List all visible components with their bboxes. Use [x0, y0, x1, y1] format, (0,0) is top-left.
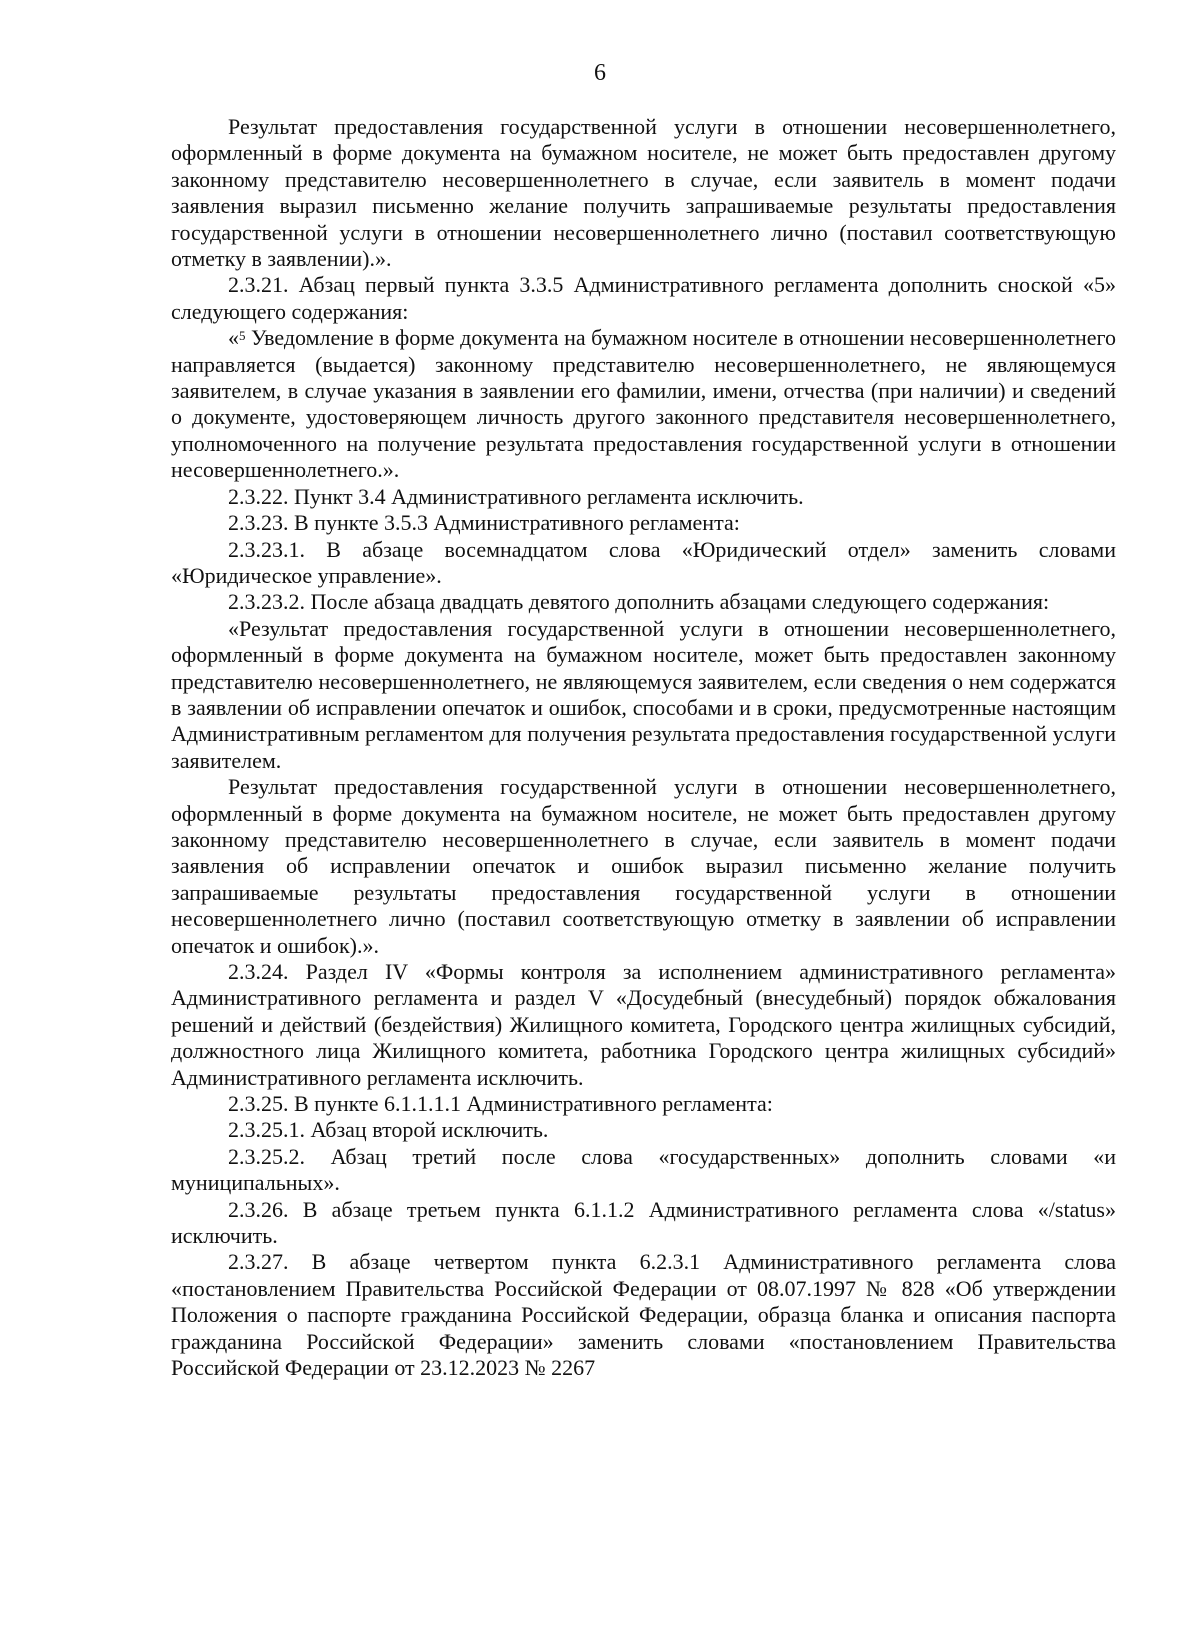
paragraph: 2.3.22. Пункт 3.4 Административного регламента исключить. — [228, 483, 804, 509]
footnote-text: Уведомление в форме документа на бумажном носителе в отношении несовершеннолетнего направляется (выдается) законному представителю несовершеннолетнего, не являющемуся заявителем, в случае указания в заявлении его фамилии, имени, отчества (при наличии) и сведений о документе, удостоверяющем личность другого законного представителя несовершеннолетнего, уполномоченного на получение результата предоставления государственной услуги в отношении несовершеннолетнего.». — [171, 325, 1117, 483]
footnote-paragraph — [171, 325, 1116, 483]
paragraph: 2.3.26. В абзаце третьем пункта 6.1.1.2 Административного регламента слова «/status» исключить. — [171, 1196, 1116, 1249]
page-number: 6 — [594, 60, 606, 86]
footnote-number: 5 — [239, 328, 246, 344]
paragraph: 2.3.23. В пункте 3.5.3 Административного регламента: — [228, 510, 740, 536]
paragraph: Результат предоставления государственной услуги в отношении несовершеннолетнего, оформленный в форме документа на бумажном носителе, не может быть предоставлен другому законному представителю несовершеннолетнего в случае, если заявитель в момент подачи заявления об исправлении опечаток и ошибок выразил письменно желание получить запрашиваемые результаты предоставления государственной услуги в отношении несовершеннолетнего лично (поставил соответствующую отметку в заявлении об исправлении опечаток и ошибок).». — [171, 774, 1116, 958]
paragraph: 2.3.25. В пункте 6.1.1.1.1 Административного регламента: — [228, 1091, 773, 1117]
paragraph: 2.3.27. В абзаце четвертом пункта 6.2.3.1 Административного регламента слова «постановлением Правительства Российской Федерации от 08.07.1997 № 828 «Об утверждении Положения о паспорте гражданина Российской Федерации, образца бланка и описания паспорта гражданина Российской Федерации» заменить словами «постановлением Правительства Российской Федерации от 23.12.2023 № 2267 — [171, 1249, 1116, 1381]
document-body — [171, 114, 1116, 1382]
footnote-open-quote: « — [228, 325, 239, 351]
paragraph: «Результат предоставления государственной услуги в отношении несовершеннолетнего, оформленный в форме документа на бумажном носителе, может быть предоставлен законному представителю несовершеннолетнего, не являющемуся заявителем, если сведения о нем содержатся в заявлении об исправлении опечаток и ошибок, способами и в сроки, предусмотренные настоящим Административным регламентом для получения результата предоставления государственной услуги заявителем. — [171, 615, 1116, 773]
paragraph: 2.3.23.1. В абзаце восемнадцатом слова «Юридический отдел» заменить словами «Юридическое управление». — [171, 536, 1116, 588]
paragraph: Результат предоставления государственной услуги в отношении несовершеннолетнего, оформленный в форме документа на бумажном носителе, не может быть предоставлен другому законному представителю несовершеннолетнего в случае, если заявитель в момент подачи заявления выразил письменно желание получить запрашиваемые результаты предоставления государственной услуги в отношении несовершеннолетнего лично (поставил соответствующую отметку в заявлении).». — [171, 114, 1116, 272]
paragraph: 2.3.25.2. Абзац третий после слова «государственных» дополнить словами «и муниципальных». — [171, 1143, 1116, 1196]
paragraph: 2.3.21. Абзац первый пункта 3.3.5 Административного регламента дополнить сноской «5» следующего содержания: — [171, 272, 1116, 324]
paragraph: 2.3.24. Раздел IV «Формы контроля за исполнением административного регламента» Административного регламента и раздел V «Досудебный (внесудебный) порядок обжалования решений и действий (бездействия) Жилищного комитета, Городского центра жилищных субсидий, должностного лица Жилищного комитета, работника Городского центра жилищных субсидий» Административного регламента исключить. — [171, 959, 1116, 1090]
paragraph: 2.3.23.2. После абзаца двадцать девятого дополнить абзацами следующего содержания: — [228, 589, 1050, 615]
paragraph: 2.3.25.1. Абзац второй исключить. — [228, 1117, 549, 1143]
